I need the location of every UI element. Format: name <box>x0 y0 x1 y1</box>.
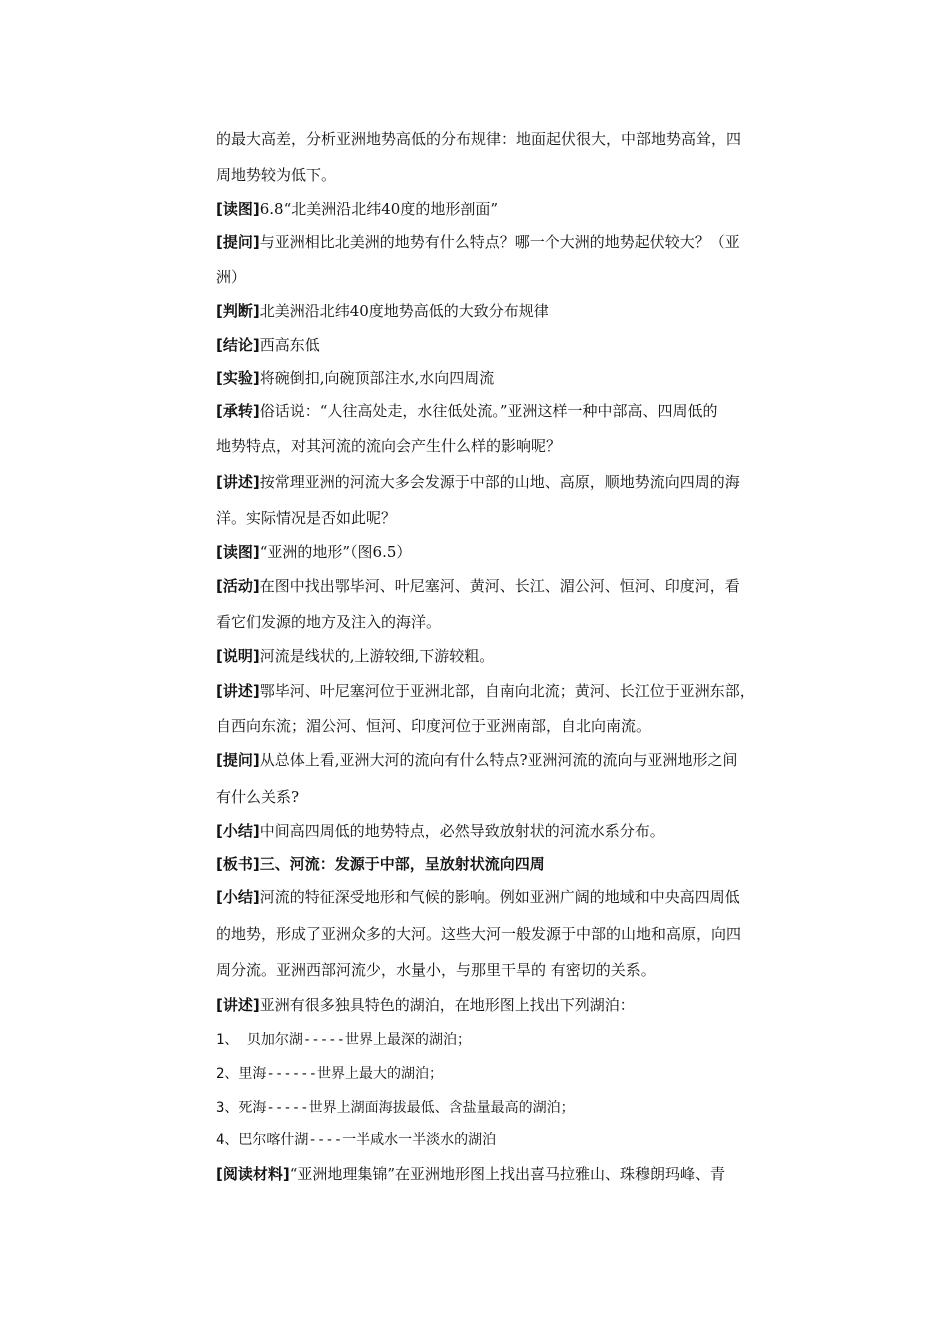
section-tag: [实验] <box>216 369 260 387</box>
text-line <box>216 715 651 737</box>
line-text: 从总体上看,亚洲大河的流向有什么特点?亚洲河流的流向与亚洲地形之间 <box>259 751 738 769</box>
text-line <box>216 749 738 771</box>
section-tag: [结论] <box>216 336 260 354</box>
line-text: “亚洲地理集锦”在亚洲地形图上找出喜马拉雅山、珠穆朗玛峰、青 <box>289 1165 726 1183</box>
line-text: 西高东低 <box>259 336 320 354</box>
text-line <box>216 367 494 389</box>
line-text: 地势特点，对其河流的流向会产生什么样的影响呢？ <box>216 437 562 455</box>
line-text: 洲） <box>216 268 247 286</box>
text-line <box>216 853 545 875</box>
text-line <box>216 198 498 220</box>
line-text: 周分流。亚洲西部河流少，水量小，与那里干旱的 有密切的关系。 <box>216 961 656 979</box>
section-tag: [承转] <box>216 402 260 420</box>
section-tag: [提问] <box>216 751 260 769</box>
text-line <box>216 435 561 457</box>
text-line <box>216 611 441 633</box>
text-line <box>216 886 740 908</box>
line-text: 1、 贝加尔湖-----世界上最深的湖泊； <box>216 1032 472 1048</box>
section-tag: [提问] <box>216 233 260 251</box>
section-tag: [判断] <box>216 302 260 320</box>
line-text: 6.8“北美洲沿北纬40度的地形剖面” <box>259 200 498 218</box>
text-line <box>216 231 740 253</box>
line-text: 鄂毕河、叶尼塞河位于亚洲北部，自南向北流；黄河、长江位于亚洲东部， <box>259 682 755 700</box>
line-text: 将碗倒扣,向碗顶部注水,水向四周流 <box>259 369 495 387</box>
text-line <box>216 959 656 981</box>
text-line <box>216 334 320 356</box>
line-text: 3、死海-----世界上湖面海拔最低、含盐量最高的湖泊； <box>216 1100 575 1116</box>
section-tag: [讲述] <box>216 473 260 491</box>
section-tag: [讲述] <box>216 996 260 1014</box>
text-line <box>216 680 755 702</box>
text-line <box>216 1096 575 1118</box>
line-text: 亚洲有很多独具特色的湖泊，在地形图上找出下列湖泊： <box>259 996 635 1014</box>
line-text: 有什么关系? <box>216 788 300 806</box>
text-line <box>216 994 635 1016</box>
line-text: “亚洲的地形”（图6.5） <box>259 543 412 561</box>
line-text: 俗话说：“人往高处走，水往低处流。”亚洲这样一种中部高、四周低的 <box>259 402 718 420</box>
line-text: 的地势，形成了亚洲众多的大河。这些大河一般发源于中部的山地和高原，向四 <box>216 925 742 943</box>
section-tag: [阅读材料] <box>216 1165 290 1183</box>
text-line <box>216 1062 443 1084</box>
line-text: 河流是线状的,上游较细,下游较粗。 <box>259 647 495 665</box>
text-line <box>216 300 549 322</box>
text-line <box>216 786 299 808</box>
text-line <box>216 400 718 422</box>
line-text: 中间高四周低的地势特点，必然导致放射状的河流水系分布。 <box>259 822 665 840</box>
line-text: 自西向东流；湄公河、恒河、印度河位于亚洲南部，自北向南流。 <box>216 717 652 735</box>
line-text: 与亚洲相比北美洲的地势有什么特点？哪一个大洲的地势起伏较大？（亚 <box>259 233 740 251</box>
line-text: 2、里海------世界上最大的湖泊； <box>216 1066 444 1082</box>
line-text: 看它们发源的地方及注入的海洋。 <box>216 613 442 631</box>
text-line <box>216 575 740 597</box>
text-line <box>216 923 741 945</box>
line-text: 北美洲沿北纬40度地势高低的大致分布规律 <box>259 302 549 320</box>
section-tag: [活动] <box>216 577 260 595</box>
section-tag: [读图] <box>216 200 260 218</box>
text-line <box>216 164 336 186</box>
section-tag: [小结] <box>216 822 260 840</box>
line-text: 的最大高差，分析亚洲地势高低的分布规律：地面起伏很大，中部地势高耸，四 <box>216 130 742 148</box>
line-text: 在图中找出鄂毕河、叶尼塞河、黄河、长江、湄公河、恒河、印度河，看 <box>259 577 740 595</box>
line-text: 三、河流：发源于中部，呈放射状流向四周 <box>259 855 545 873</box>
text-line <box>216 507 396 529</box>
line-text: 洋。实际情况是否如此呢？ <box>216 509 397 527</box>
section-tag: [说明] <box>216 647 260 665</box>
text-line <box>216 645 494 667</box>
line-text: 河流的特征深受地形和气候的影响。例如亚洲广阔的地域和中央高四周低 <box>259 888 740 906</box>
text-line <box>216 541 411 563</box>
line-text: 4、巴尔喀什湖----一半咸水一半淡水的湖泊 <box>216 1132 497 1148</box>
section-tag: [读图] <box>216 543 260 561</box>
line-text: 周地势较为低下。 <box>216 166 337 184</box>
text-line <box>216 1163 725 1185</box>
text-line <box>216 128 741 150</box>
text-line <box>216 1128 496 1150</box>
text-line <box>216 471 740 493</box>
text-line <box>216 266 246 288</box>
text-line <box>216 820 665 842</box>
section-tag: [讲述] <box>216 682 260 700</box>
text-line <box>216 1028 471 1050</box>
section-tag: [板书] <box>216 855 260 873</box>
line-text: 按常理亚洲的河流大多会发源于中部的山地、高原，顺地势流向四周的海 <box>259 473 740 491</box>
section-tag: [小结] <box>216 888 260 906</box>
